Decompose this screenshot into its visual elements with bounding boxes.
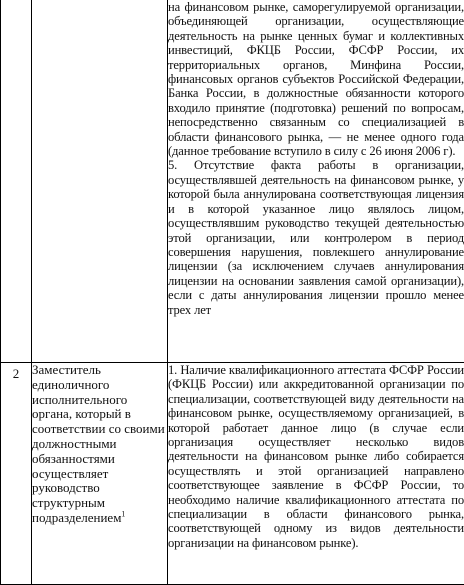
footnote-marker: 1 — [121, 510, 125, 519]
requirement-continuation: на финансовом рынке, саморегулируемой организации, объединяющей организации, осуществляющие деятельность на рынке ценных бумаг и коллективных инвестиций, ФКЦБ России, ФСФР России, их территориальных органов, Минфина России, финансовых органов субъектов Российской Федерации, Банка России, в должностные обязанности которого входило принятие (подготовка) решений по вопросам, непосредственно связанным со специализацией в области финансового рынка, — не менее одного года (данное требование вступило в силу с 26 июня 2006 г). — [168, 0, 464, 158]
position-text — [32, 363, 167, 526]
table-row — [1, 0, 464, 363]
position-cell — [32, 363, 168, 585]
requirement-item-1: 1. Наличие квалификационного аттестата ФСФР России (ФКЦБ России) или аккредитованной организации по специализации, соответствующей виду деятельности на финансовом рынке, осуществляемому организацией, в которой работает данное лицо (в случае если организация осуществляет несколько видов деятельности на финансовом рынке либо собирается осуществлять и этой организацией направлено соответствующее заявление в ФСФР России, то необходимо наличие квалификационного аттестата по специализации в области финансового рынка, соответствующей одному из видов деятельности организации на финансовом рынке). — [168, 363, 464, 550]
row-number: 2 — [13, 363, 20, 382]
row-number-cell — [1, 0, 32, 363]
position-label: Заместитель единоличного исполнительного органа, который в соответствии со своими должностными обязанностями осуществляет руководство структурным подразделением — [32, 362, 165, 525]
requirement-item-5: 5. Отсутствие факта работы в организации, осуществлявшей деятельность на финансовом рынке, у которой была аннулирована соответствующая лицензия и в которой указанное лицо являлось лицом, осуществлявшим руководство текущей деятельностью этой организации, или контролером в период совершения нарушения, повлекшего аннулирование лицензии (за исключением случаев аннулирования лицензии на основании заявления самой организации), если с даты аннулирования лицензии прошло менее трех лет — [168, 158, 464, 316]
requirements-cell — [168, 0, 464, 363]
table-row — [1, 363, 464, 585]
requirements-cell — [168, 363, 464, 585]
requirements-text — [168, 0, 464, 317]
requirements-text — [168, 363, 464, 550]
position-cell — [32, 0, 168, 363]
row-number-cell — [1, 363, 32, 585]
